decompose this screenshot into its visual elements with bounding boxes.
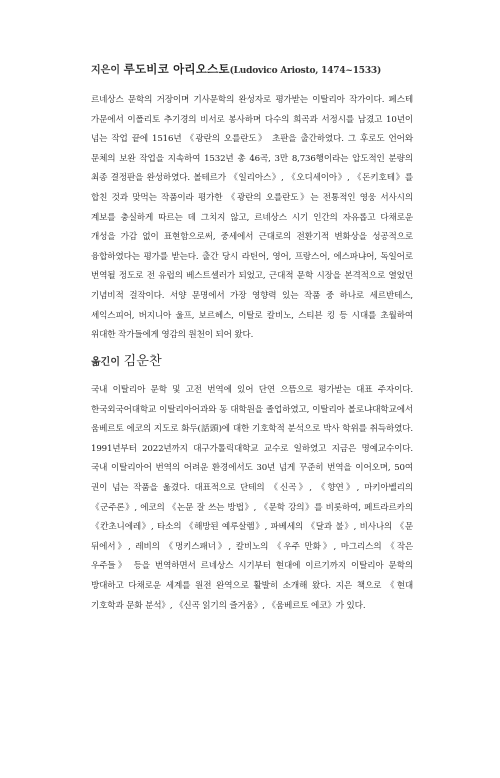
author-role-label: 지은이	[91, 65, 120, 76]
author-heading	[91, 61, 381, 79]
author-original-name: (Ludovico Ariosto, 1474~1533)	[229, 66, 382, 76]
author-biography: 르네상스 문학의 거장이며 기사문학의 완성자로 평가받는 이탈리아 작가이다. 페스테 가문에서 이폴리토 추기경의 비서로 봉사하며 다수의 희곡과 서정시를 남겼고 10년이 넘는 작업 끝에 1516년 《광란의 오를란도》 초판을 출간하였다. 그 후로도 언어와 문체의 보완 작업을 지속하여 1532년 총 46곡, 3만 8,736행이라는 압도적인 분량의 최종 결정판을 완성하였다. 볼테르가 《일리아스》, 《오디세이아》, 《돈키호테》를 합친 것과 맞먹는 작품이라 평가한 《광란의 오를란도》는 전통적인 영웅 서사시의 계보를 충실하게 따르는 데 그치지 않고, 르네상스 시기 인간의 자유롭고 다채로운 개성을 가감 없이 표현함으로써, 중세에서 근대로의 전환기적 변화상을 성공적으로 융합하였다는 평가를 받는다. 출간 당시 라틴어, 영어, 프랑스어, 에스파냐어, 독일어로 번역될 정도로 전 유럽의 베스트셀러가 되었고, 근대적 문학 시장을 본격적으로 열었던 기념비적 걸작이다. 서양 문명에서 가장 영향력 있는 작품 중 하나로 세르반테스, 셰익스피어, 버지니아 울프, 보르헤스, 이탈로 칼비노, 스티븐 킹 등 시대를 초월하여 위대한 작가들에게 영감의 원천이 되어 왔다.	[91, 95, 413, 341]
translator-biography: 국내 이탈리아 문학 및 고전 번역에 있어 단연 으뜸으로 평가받는 대표 주자이다. 한국외국어대학교 이탈리아어과와 동 대학원을 졸업하였고, 이탈리아 볼로냐대학교에서 움베르토 에코의 지도로 화두(話頭)에 대한 기호학적 분석으로 박사 학위를 취득하였다. 1991년부터 2022년까지 대구가톨릭대학교 교수로 일하였고 지금은 명예교수이다. 국내 이탈리아어 번역의 어려운 환경에서도 30년 넘게 꾸준히 번역을 이어오며, 50여 권이 넘는 작품을 옮겼다. 대표적으로 단테의 《신곡》, 《향연》, 마키아벨리의 《군주론》, 에코의 《논문 잘 쓰는 방법》, 《문학 강의》를 비롯하여, 페트라르카의 《칸초니에레》, 타소의 《해방된 예루살렘》, 파베세의 《달과 불》, 비사나의 《문 뒤에서》, 레비의 《멍키스패너》, 칼비노의 《우주 만화》, 마그리스의 《작은 우주들》 등을 번역하면서 르네상스 시기부터 현대에 이르기까지 이탈리아 문학의 방대하고 다채로운 세계를 원전 완역으로 활발히 소개해 왔다. 지은 책으로 《현대 기호학과 문화 분석》, 《신곡 읽기의 즐거움》, 《움베르토 에코》가 있다.	[91, 385, 413, 611]
translator-role-label: 옮긴이	[91, 357, 120, 368]
translator-name: 김운찬	[123, 354, 162, 369]
author-name: 루도비코 아리오스토	[123, 62, 230, 76]
translator-heading	[91, 354, 162, 371]
